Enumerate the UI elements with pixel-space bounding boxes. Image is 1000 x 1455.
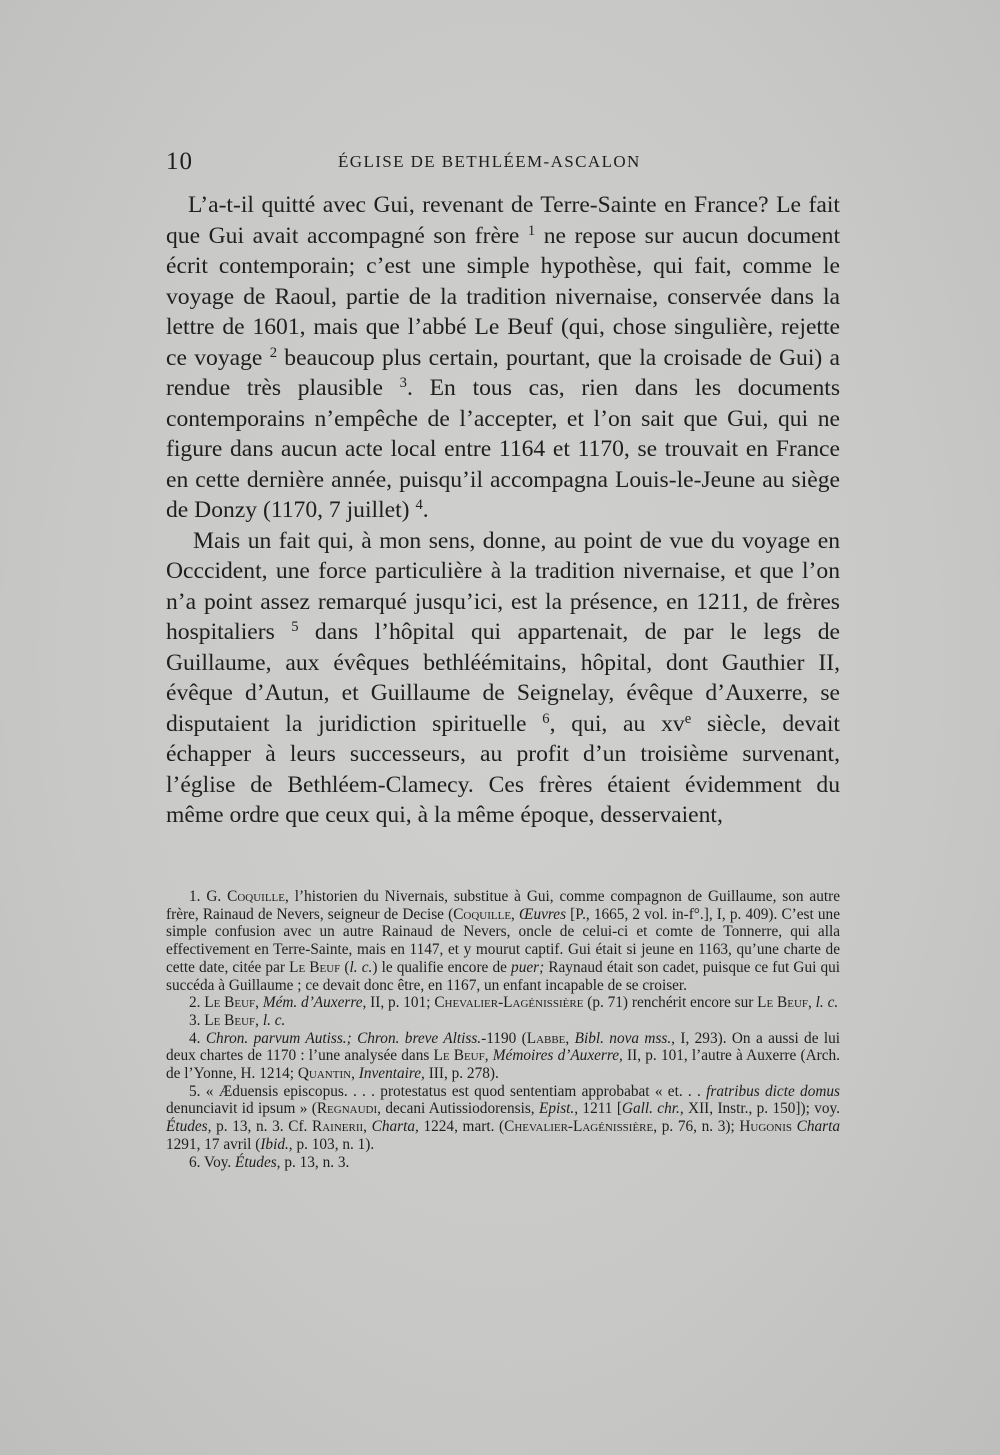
footnote-reference: 5 [291,618,299,635]
footnote-reference: 3 [399,374,407,391]
text-run: . En tous cas, rien dans les documents contemporains n’empêche de l’accepter, et l’on sait que Gui, qui ne figure dans aucun acte local entre 1164 et 1170, se trouvait en France en cette dernière année, puisqu’il accompagna Louis-le-Jeune au siège de Donzy (1170, 7 juillet) [166,375,840,523]
small-caps-name: Le Beuf [289,958,341,976]
text-run: I, 293). On a aussi de lui deux chartes de 1170 : l’une analysée dans [166,1029,841,1065]
small-caps-name: Regnaudi [316,1100,378,1118]
text-run: , [565,1029,575,1047]
text-run: , [484,1047,493,1065]
text-run: ne repose sur aucun document écrit contemporain; c’est une simple hypothèse, qui fait, comme le voyage de Raoul, partie de la tradition nivernaise, conservée dans la lettre de 1601, mais que l’abbé Le Beuf (qui, chose singulière, rejette ce voyage [166,222,840,371]
text-run: p. 103, n. 1). [292,1135,375,1153]
small-caps-name: Hugonis [739,1118,792,1136]
footnote-reference: e [684,710,692,727]
footnote [166,1154,840,1172]
italic-text: fratribus dicte domus [706,1082,840,1100]
italic-text: Ibid., [260,1135,293,1153]
footnote-reference: 4 [415,496,423,513]
body-text [166,190,840,831]
text-run: beaucoup plus certain, pourtant, que la croisade de Gui) a rendue très plausible [166,344,841,401]
text-run: Raynaud était son cadet, puisque ce fut Gui qui succéda à Guillaume ; ce devait donc être, en 1167, un enfant incapable de se croiser. [166,958,841,994]
text-run: 1291, 17 avril ( [166,1135,261,1153]
small-caps-name: Chevalier-Lagénissière [434,994,584,1012]
footnote [166,994,840,1012]
footnote-reference: 2 [269,344,277,361]
italic-text: l. c. [815,994,839,1012]
text-run: 1211 [ [578,1100,622,1118]
text-run: -1190 ( [481,1029,527,1047]
italic-text: Bibl. nova mss., [574,1029,675,1047]
italic-text: Œuvres [519,905,567,923]
text-run: 1224, mart. ( [418,1118,505,1136]
text-run: 1. G. [189,888,228,905]
italic-text: Études, [166,1118,212,1136]
text-run: dans l’hôpital qui appartenait, de par le legs de Guillaume, aux évêques bethléémitains, hôpital, dont Gauthier II, évêque d’Autun, et Guillaume de Seignelay, évêque d’Auxerre, se disputaient la juridiction spirituelle [166,619,840,737]
small-caps-name: Le Beuf [204,994,256,1012]
text-run: ) le qualifie encore de [372,958,512,976]
italic-text: Charta, [371,1118,419,1136]
paragraph [166,526,840,831]
italic-text: Charta [796,1118,840,1136]
italic-text: Epist., [538,1100,579,1118]
text-run: siècle, devait échapper à leurs successeurs, au profit d’un troisième survenant, l’église de Bethléem-Clamecy. Ces frères étaient évidemment du même ordre que ceux qui, à la même époque, desservaient, [166,710,840,828]
text-run: 3. [189,1011,205,1029]
footnote [166,1012,840,1030]
footnote [166,888,840,994]
text-run: ( [340,958,350,976]
text-run: . [422,497,429,523]
text-run: II, p. 101, l’autre à Auxerre (Arch. de l’Yonne, H. 1214; [166,1047,840,1083]
text-run: 6. Voy. [189,1153,236,1171]
small-caps-name: Quantin [297,1065,352,1083]
text-run: 4. [189,1029,206,1047]
small-caps-name: Le Beuf [757,994,809,1012]
italic-text: Inventaire, [358,1065,425,1083]
italic-text: l. c. [349,958,373,976]
small-caps-name: Chevalier-Lagénissière [504,1118,654,1136]
footnote [166,1083,840,1154]
text-run: , [255,994,263,1012]
text-run: [P., 1665, 2 vol. in-f°.], I, p. 409). C’est une simple confusion avec un autre Rainaud de Nevers, oncle de celui-ci et comte de Tonnerre, qui alla effectivement en Terre-Sainte, mais en 1147, et y mourut captif. Gui était si jeune en 1163, qu’une charte de cette date, citée par [166,905,840,976]
text-run: , [511,905,520,923]
small-caps-name: Rainerii [312,1118,364,1136]
italic-text: Chron. parvum Autiss.; Chron. breve Altiss. [205,1029,482,1047]
text-run: , [255,1011,263,1029]
italic-text: Gall. chr., [621,1100,684,1118]
italic-text: puer; [511,958,545,976]
page-number: 10 [166,148,193,175]
text-run: p. 13, n. 3. [280,1153,350,1171]
small-caps-name: Le Beuf [204,1011,256,1029]
italic-text: Études, [235,1153,281,1171]
text-run: p. 13, n. 3. Cf. [211,1118,313,1136]
text-run: , [363,1118,372,1136]
text-run: XII, Instr., p. 150]); voy. [683,1100,841,1118]
italic-text: Mémoires d’Auxerre, [492,1047,623,1065]
small-caps-name: Coquille [453,905,512,923]
text-run: (p. 71) renchérit encore sur [583,994,758,1012]
italic-text: l. c. [262,1011,286,1029]
footnote-reference: 1 [527,222,536,239]
text-run: , l’historien du Nivernais, substitue à Gui, comme compagnon de Guillaume, son autre frère, Rainaud de Nevers, seigneur de Decise ( [166,888,840,923]
text-run: L’a-t-il quitté avec Gui, revenant de Terre-Sainte en France? Le fait que Gui avait accompagné son frère [166,192,840,249]
footnotes [166,888,840,1171]
text-run: 2. [189,994,205,1012]
footnote-reference: 6 [542,710,550,727]
text-run: 5. « Æduensis episcopus. . . . protestatus est quod sententiam approbabat « et. . . [189,1082,707,1100]
text-run: , qui, au xv [549,710,685,737]
running-title: ÉGLISE DE BETHLÉEM-ASCALON [338,152,641,171]
small-caps-name: Coquille [227,888,285,905]
footnote [166,1030,840,1083]
text-run: , [351,1065,359,1083]
running-head [166,148,840,178]
text-run: , [808,994,816,1012]
text-run: Mais un fait qui, à mon sens, donne, au point de vue du voyage en Occcident, une force particulière à la tradition nivernaise, et que l’on n’a point assez remarqué jusqu’ici, est la présence, en 1211, de frères hospitaliers [166,527,840,645]
text-run: denunciavit id ipsum » ( [166,1100,317,1118]
text-run: III, p. 278). [424,1065,499,1083]
small-caps-name: Le Beuf [433,1047,485,1065]
paragraph [166,190,840,526]
text-run: II, p. 101; [366,994,435,1012]
small-caps-name: Labbe [526,1029,566,1047]
text-run: , p. 76, n. 3); [653,1118,740,1136]
text-run: , decani Autissiodorensis, [377,1100,539,1118]
italic-text: Mém. d’Auxerre, [262,994,367,1012]
